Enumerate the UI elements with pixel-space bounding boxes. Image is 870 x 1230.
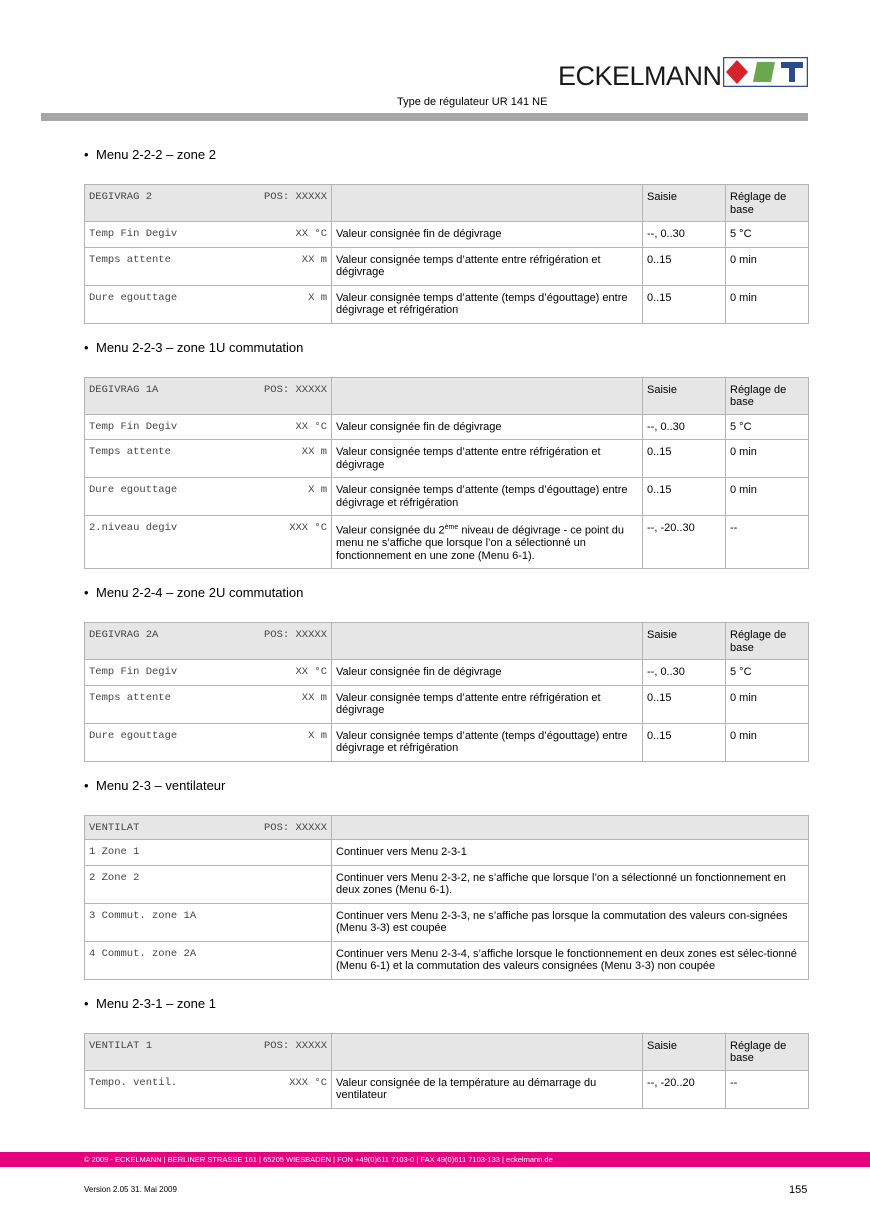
- table-row: Dure egouttage X m Valeur consignée temps d’attente (temps d’égouttage) entre dégivrage et réfrigération 0..15 0 min: [85, 723, 809, 761]
- table-row: Temp Fin Degiv XX °C Valeur consignée fin de dégivrage --, 0..30 5 °C: [85, 660, 809, 686]
- table-row: 2 Zone 2 Continuer vers Menu 2-3-2, ne s’affiche que lorsque l’on a sélectionné un fonctionnement en deux zones (Menu 6-1).: [85, 865, 809, 903]
- table-row: 4 Commut. zone 2A Continuer vers Menu 2-3-4, s’affiche lorsque le fonctionnement en deux zones est sélec-tionné (Menu 6-1) et la commutation des valeurs consignées (Menu 3-3) non coupée: [85, 941, 809, 979]
- menu-table: [84, 377, 809, 570]
- table-row: Dure egouttage X m Valeur consignée temps d’attente (temps d’égouttage) entre dégivrage et réfrigération 0..15 0 min: [85, 285, 809, 323]
- table-row: Tempo. ventil. XXX °C Valeur consignée de la température au démarrage du ventilateur --, -20..20 --: [85, 1070, 809, 1108]
- menu-table: [84, 1033, 809, 1109]
- table-row: Dure egouttage X m Valeur consignée temps d’attente (temps d’égouttage) entre dégivrage et réfrigération 0..15 0 min: [85, 478, 809, 516]
- brand-mark-icon: [723, 57, 808, 87]
- table-row: Temp Fin Degiv XX °C Valeur consignée fin de dégivrage --, 0..30 5 °C: [85, 414, 809, 440]
- footer-contact: © 2009 - ECKELMANN | BERLINER STRASSE 161 | 65205 WIESBADEN | FON +49(0)611 7103-0 | FAX 49(0)611 7103-133 | eckelmann.de: [84, 1155, 553, 1164]
- table-header-row: DEGIVRAG 1A POS: XXXXX Saisie Réglage de base: [85, 377, 809, 414]
- footer-bar: [0, 1152, 870, 1167]
- table-row: Temp Fin Degiv XX °C Valeur consignée fin de dégivrage --, 0..30 5 °C: [85, 222, 809, 248]
- section-title: • Menu 2-3-1 – zone 1: [84, 995, 216, 1011]
- table-row: 2.niveau degiv XXX °C Valeur consignée du 2ème niveau de dégivrage - ce point du menu ne s’affiche que lorsque l’on a sélectionné un fonctionnement en une zone (Menu 6-1). --, -20..30 --: [85, 516, 809, 569]
- table-row: 1 Zone 1 Continuer vers Menu 2-3-1: [85, 840, 809, 866]
- table-row: Temps attente XX m Valeur consignée temps d’attente entre réfrigération et dégivrage 0..15 0 min: [85, 440, 809, 478]
- brand-name: ECKELMANN: [558, 61, 722, 91]
- menu-table: [84, 815, 809, 980]
- section-title: • Menu 2-2-2 – zone 2: [84, 147, 216, 162]
- eckelmann-logo: [558, 57, 808, 91]
- page-content: [84, 140, 808, 1125]
- table-row: Temps attente XX m Valeur consignée temps d’attente entre réfrigération et dégivrage 0..15 0 min: [85, 685, 809, 723]
- table-header-row: DEGIVRAG 2 POS: XXXXX Saisie Réglage de base: [85, 185, 809, 222]
- section-title: • Menu 2-2-4 – zone 2U commutation: [84, 585, 304, 601]
- menu-table: [84, 184, 809, 324]
- table-header-row: VENTILAT POS: XXXXX: [85, 815, 809, 840]
- table-row: 3 Commut. zone 1A Continuer vers Menu 2-3-3, ne s’affiche pas lorsque la commutation des valeurs con-signées (Menu 3-3) est coupée: [85, 903, 809, 941]
- section-title: • Menu 2-2-3 – zone 1U commutation: [84, 339, 304, 355]
- page-number: 155: [789, 1184, 808, 1196]
- document-subtitle: Type de régulateur UR 141 NE: [397, 96, 548, 108]
- header-divider: [41, 113, 808, 121]
- version-info: Version 2.05 31. Mai 2009: [84, 1185, 177, 1194]
- menu-table: [84, 622, 809, 762]
- table-row: Temps attente XX m Valeur consignée temps d’attente entre réfrigération et dégivrage 0..15 0 min: [85, 247, 809, 285]
- table-header-row: VENTILAT 1 POS: XXXXX Saisie Réglage de base: [85, 1033, 809, 1070]
- section-title: • Menu 2-3 – ventilateur: [84, 777, 226, 793]
- table-header-row: DEGIVRAG 2A POS: XXXXX Saisie Réglage de base: [85, 623, 809, 660]
